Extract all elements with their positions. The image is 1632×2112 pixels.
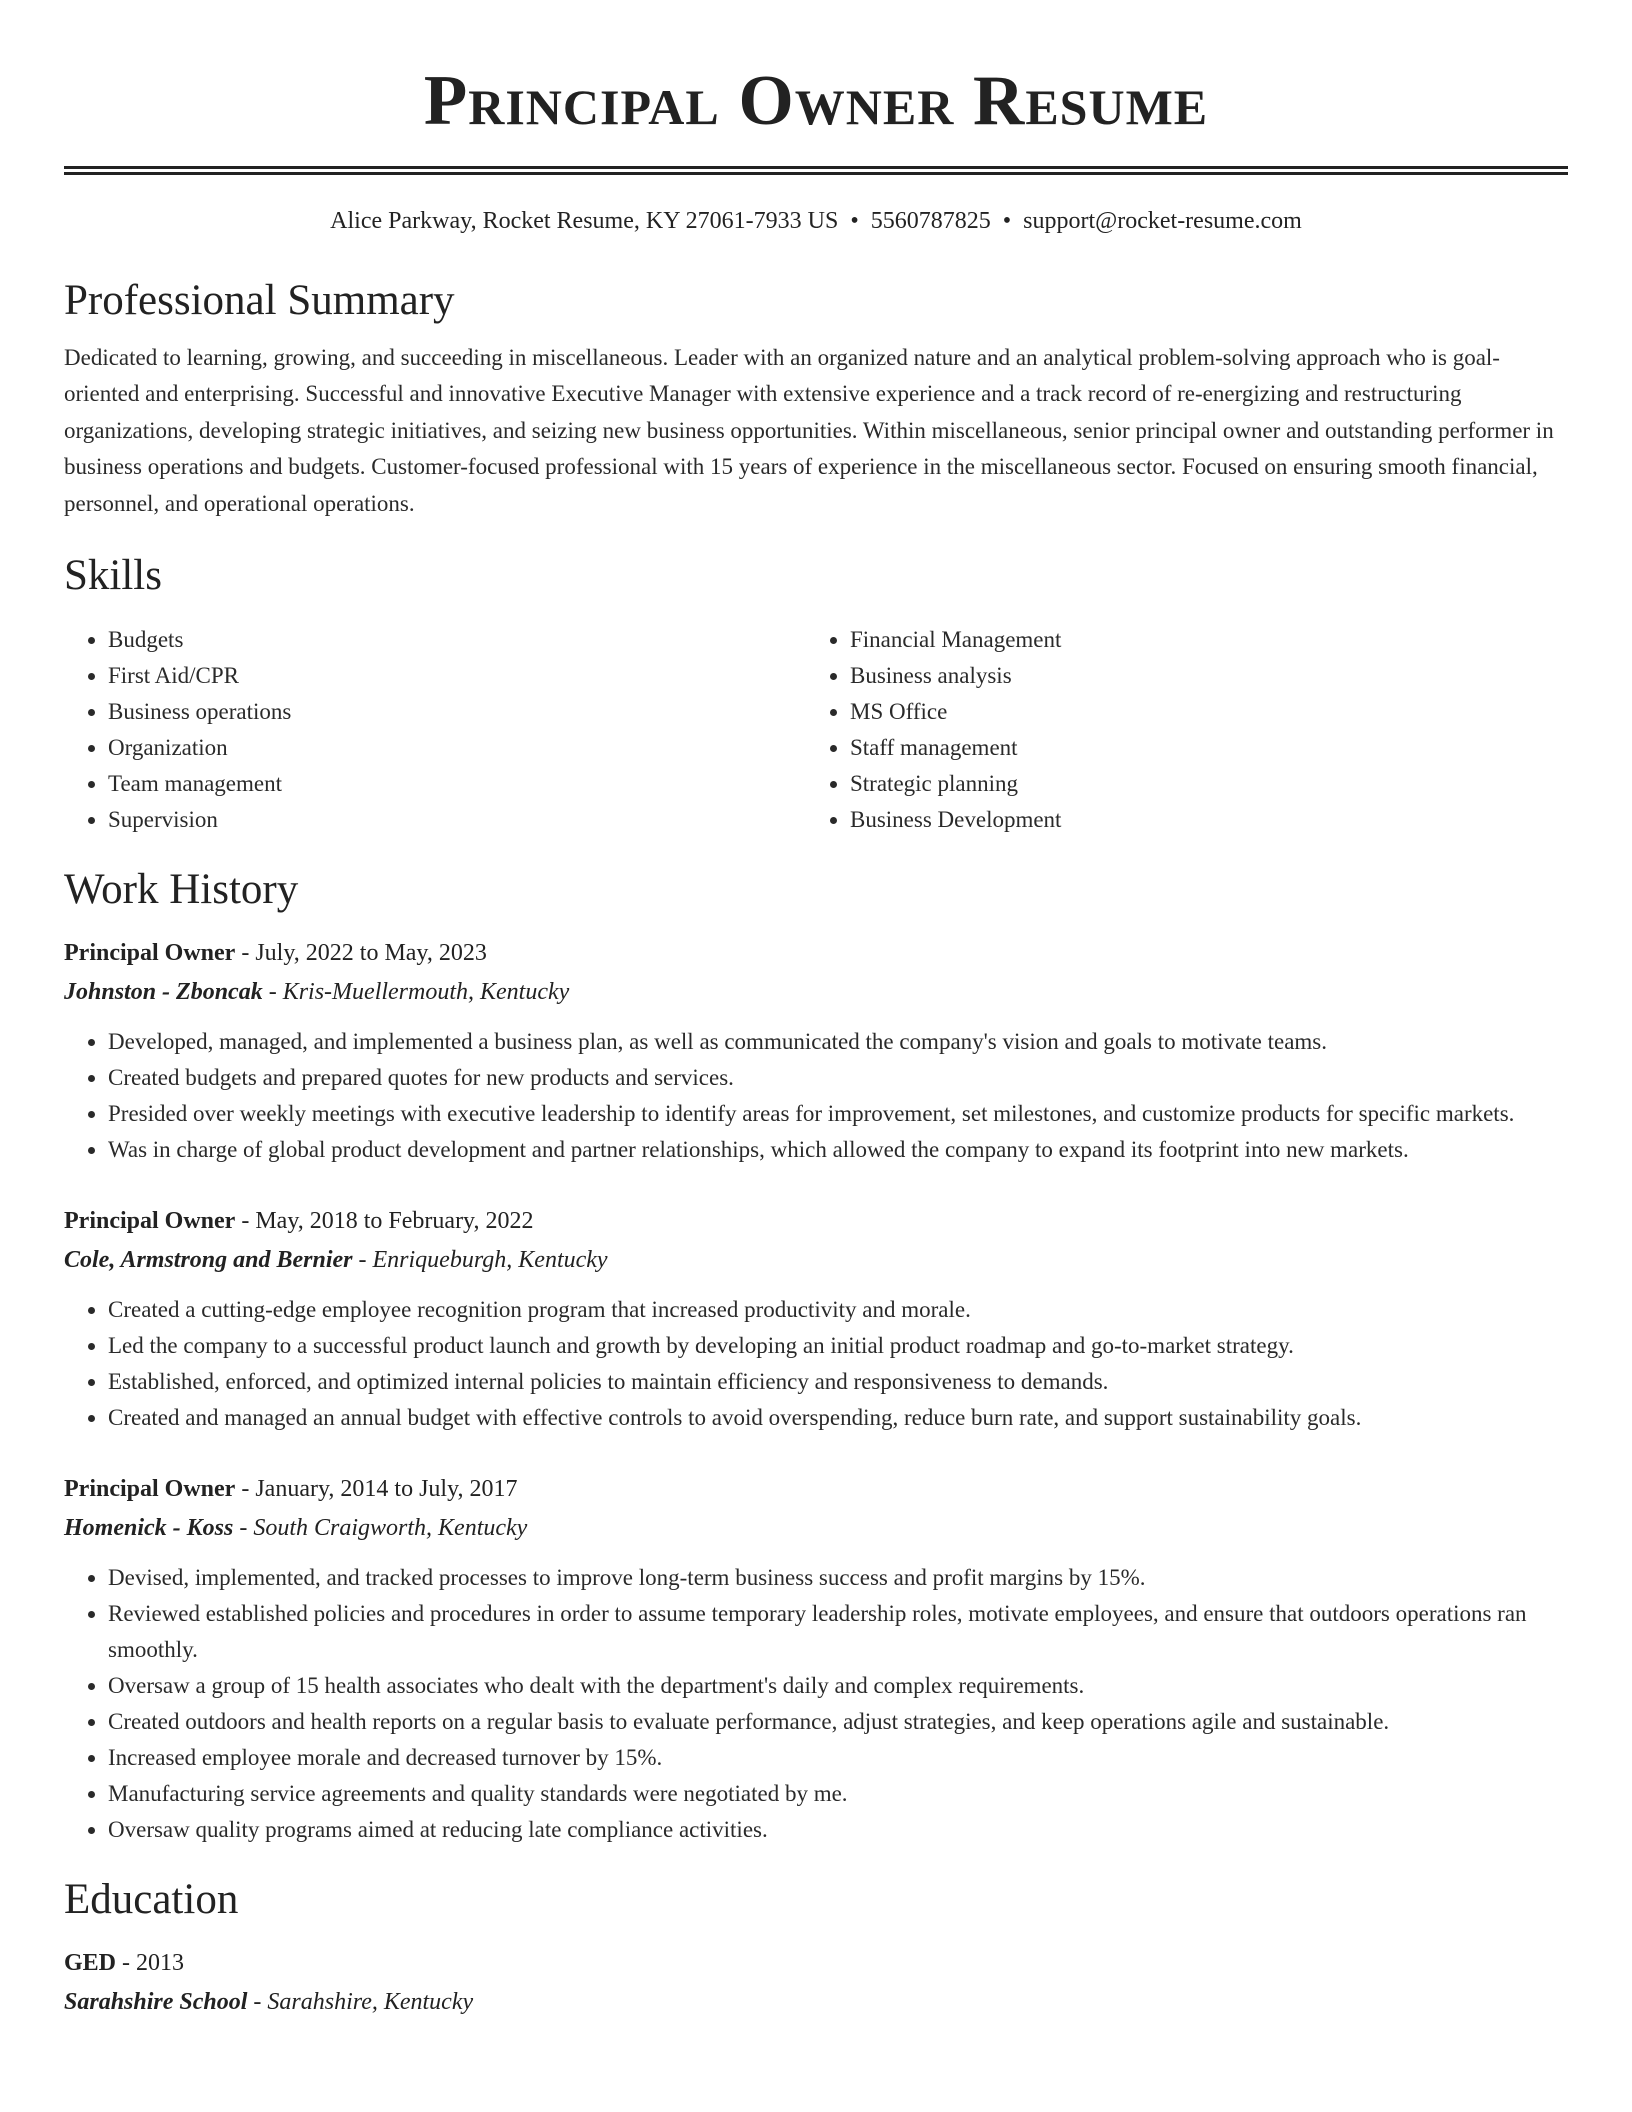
skill-item: • Strategic planning: [850, 766, 1061, 802]
employer-name: Johnston - Zboncak: [64, 979, 263, 1006]
degree-line: [64, 1944, 1568, 1982]
education-entry: [64, 1944, 1568, 2022]
contact-address: Alice Parkway, Rocket Resume, KY 27061-7933 US: [330, 208, 839, 234]
job-dates: - May, 2018 to February, 2022: [235, 1208, 534, 1235]
employer-line: [64, 1508, 1568, 1548]
duty-item: • Created a cutting-edge employee recognition program that increased productivity and morale.: [108, 1292, 1568, 1328]
skill-item: • Supervision: [108, 802, 806, 838]
duty-item: • Created outdoors and health reports on a regular basis to evaluate performance, adjust strategies, and keep operations agile and sustainable.: [108, 1704, 1568, 1740]
contact-phone: 5560787825: [870, 208, 991, 234]
duty-item: • Was in charge of global product development and partner relationships, which allowed the company to expand its footprint into new markets.: [108, 1132, 1568, 1168]
job-entry: [64, 934, 1568, 1168]
skill-item: • Business Development: [850, 802, 1061, 838]
duty-item: • Created budgets and prepared quotes for new products and services.: [108, 1060, 1568, 1096]
school-location: - Sarahshire, Kentucky: [247, 1989, 474, 2016]
employer-name: Cole, Armstrong and Bernier: [64, 1247, 353, 1274]
duty-item: • Created and managed an annual budget with effective controls to avoid overspending, reduce burn rate, and support sustainability goals.: [108, 1400, 1568, 1436]
employer-line: [64, 972, 1568, 1012]
employer-location: - Kris-Muellermouth, Kentucky: [262, 979, 570, 1006]
summary-heading: Professional Summary: [64, 277, 455, 324]
skill-item: • Business operations: [108, 694, 806, 730]
duty-item: • Oversaw quality programs aimed at reducing late compliance activities.: [108, 1812, 1568, 1848]
duty-item: • Developed, managed, and implemented a business plan, as well as communicated the company's vision and goals to motivate teams.: [108, 1024, 1568, 1060]
contact-line: [64, 205, 1568, 237]
skills-column-left: [64, 622, 806, 838]
employer-location: - Enriqueburgh, Kentucky: [352, 1247, 608, 1274]
school-line: [64, 1982, 1568, 2022]
skills-column-right: [806, 622, 1061, 838]
title-divider: [64, 166, 1568, 175]
job-duties: [64, 1024, 1568, 1168]
employer-name: Homenick - Koss: [64, 1515, 234, 1542]
resume-title: Principal Owner Resume: [423, 62, 1209, 140]
contact-email: support@rocket-resume.com: [1023, 208, 1302, 234]
job-duties: [64, 1292, 1568, 1436]
skill-item: • Organization: [108, 730, 806, 766]
job-entry: [64, 1202, 1568, 1436]
summary-text: Dedicated to learning, growing, and succeeding in miscellaneous. Leader with an organized nature and an analytical problem-solving approach who is goal-oriented and enterprising. Successful and innovative Executive Manager with extensive experience and a track record of re-energizing and restructuring organizations, developing strategic initiatives, and seizing new business opportunities. Within miscellaneous, senior principal owner and outstanding performer in business operations and budgets. Customer-focused professional with 15 years of experience in the miscellaneous sector. Focused on ensuring smooth financial, personnel, and operational operations.: [64, 345, 1554, 516]
degree-name: GED: [64, 1950, 117, 1977]
skills-heading: Skills: [64, 552, 162, 600]
job-duties: [64, 1560, 1568, 1848]
job-entry: [64, 1470, 1568, 1848]
job-title-line: [64, 1202, 1568, 1240]
duty-item: • Devised, implemented, and tracked processes to improve long-term business success and profit margins by 15%.: [108, 1560, 1568, 1596]
employer-location: - South Craigworth, Kentucky: [233, 1515, 528, 1542]
work-history-heading: Work History: [64, 866, 299, 914]
job-title: Principal Owner: [64, 1208, 236, 1235]
duty-item: • Oversaw a group of 15 health associates who dealt with the department's daily and complex requirements.: [108, 1668, 1568, 1704]
job-title: Principal Owner: [64, 940, 236, 967]
degree-year: - 2013: [116, 1950, 185, 1977]
skill-item: • Budgets: [108, 622, 806, 658]
duty-item: • Presided over weekly meetings with executive leadership to identify areas for improvement, set milestones, and customize products for specific markets.: [108, 1096, 1568, 1132]
skill-item: • MS Office: [850, 694, 1061, 730]
job-title: Principal Owner: [64, 1476, 236, 1503]
skills-list: [64, 622, 1568, 838]
job-dates: - July, 2022 to May, 2023: [235, 940, 487, 967]
job-title-line: [64, 1470, 1568, 1508]
contact-separator: •: [1002, 208, 1012, 234]
duty-item: • Established, enforced, and optimized internal policies to maintain efficiency and responsiveness to demands.: [108, 1364, 1568, 1400]
job-title-line: [64, 934, 1568, 972]
school-name: Sarahshire School: [64, 1989, 248, 2016]
skill-item: • Team management: [108, 766, 806, 802]
education-heading: Education: [64, 1876, 239, 1924]
duty-item: • Led the company to a successful product launch and growth by developing an initial product roadmap and go-to-market strategy.: [108, 1328, 1568, 1364]
duty-item: • Manufacturing service agreements and quality standards were negotiated by me.: [108, 1776, 1568, 1812]
contact-separator: •: [850, 208, 859, 234]
skill-item: • Staff management: [850, 730, 1061, 766]
duty-item: • Increased employee morale and decreased turnover by 15%.: [108, 1740, 1568, 1776]
employer-line: [64, 1240, 1568, 1280]
skill-item: • Business analysis: [850, 658, 1061, 694]
skill-item: • Financial Management: [850, 622, 1061, 658]
duty-item: • Reviewed established policies and procedures in order to assume temporary leadership roles, motivate employees, and ensure that outdoors operations ran smoothly.: [108, 1596, 1568, 1668]
skill-item: • First Aid/CPR: [108, 658, 806, 694]
job-dates: - January, 2014 to July, 2017: [235, 1476, 518, 1503]
